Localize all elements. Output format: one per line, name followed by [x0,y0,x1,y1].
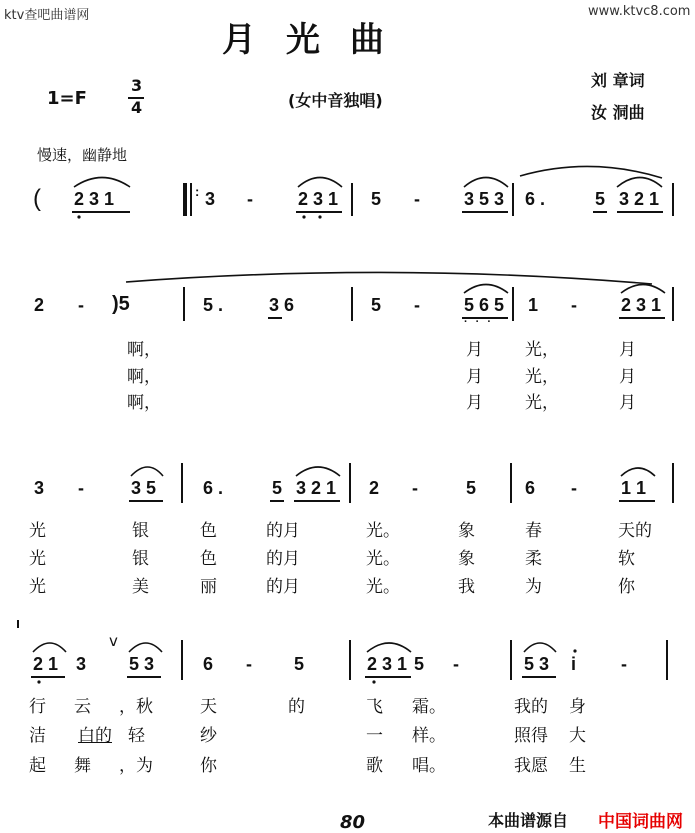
lower-octave-dot [77,215,80,218]
note: 5 [272,478,283,498]
lyric: 洁 [29,726,46,746]
note-group: 3 5 3 [464,189,505,209]
lyric: 生 [569,756,586,776]
note-group: 1 1 [621,478,647,498]
lyric: ，为 [119,756,153,776]
lyric: 轻 [128,726,145,746]
lyric: 为 [525,577,542,597]
lyric: 月 [466,367,483,387]
note: 6 . [203,478,224,498]
slur [296,467,340,476]
time-sig-top: 3 [131,76,143,95]
note-dash: - [78,295,84,315]
lyric: 天的 [618,521,652,541]
lower-octave-dot [37,680,40,683]
composer-credit: 汝 洞曲 [591,103,645,122]
note: )5 [112,293,130,315]
note-paren: ( [33,185,41,212]
lyric: 白的 [78,726,112,746]
lyric: 光。 [366,521,400,541]
lyric: 你 [200,756,217,776]
page-number: 80 [340,812,366,833]
lyric: 天 [200,697,217,717]
time-sig-bottom: 4 [131,98,143,117]
lyric: 色 [200,521,217,541]
key-signature: 1=F [47,88,87,109]
lyric: 云 [74,697,91,717]
slur [524,643,556,652]
note: 6 . [525,189,546,209]
note: 3 [76,654,87,674]
lyric: 月 [619,393,636,413]
lower-octave-dot [302,215,305,218]
lyric: 春 [525,521,542,541]
note: i [571,654,577,674]
note-group: 3 2 1 [296,478,337,498]
lyric: 色 [200,549,217,569]
slur [74,178,130,188]
slur [464,285,508,294]
lyric: 光。 [366,549,400,569]
note-dash: - [247,189,253,209]
lyric: 象 [458,521,475,541]
slur [621,285,665,294]
note: 5 [371,189,382,209]
lower-dots: ··· [464,316,499,328]
note-dash: - [246,654,252,674]
note: 3 [205,189,216,209]
note-group: 5 3 [524,654,550,674]
note: 5 [414,654,425,674]
lyric: 美 [132,577,149,597]
lyric: 的月 [266,549,300,569]
lyric: 象 [458,549,475,569]
lyric: 银 [132,521,149,541]
slur [617,178,662,188]
note: 6 [203,654,214,674]
lyric: 舞 [74,756,91,776]
lyric: 你 [618,577,635,597]
lyric: 光 [29,577,46,597]
upper-octave-dot [573,649,576,652]
lyric: 身 [569,697,586,717]
lyric: 啊， [127,367,161,387]
lyric: 起 [29,756,46,776]
watermark-left: ktv查吧曲谱网 [4,8,90,23]
breath-mark: v [109,632,118,650]
lyricist-credit: 刘 章词 [591,71,645,90]
note-dash: - [621,654,627,674]
lyric: 月 [466,393,483,413]
lyric: 光， [525,367,559,387]
lyric: 软 [618,549,635,569]
note-dash: - [571,295,577,315]
note-group: 2 3 1 [298,189,339,209]
lyric: 我愿 [514,756,548,776]
slur [298,178,342,188]
note: 5 [371,295,382,315]
slur [464,178,508,188]
note-group: 2 1 [33,654,59,674]
lyric: 我 [458,577,475,597]
note: 3 [34,478,45,498]
note: 5 [595,189,606,209]
note: 5 [466,478,477,498]
note-group: 2 3 1 [621,295,662,315]
lower-octave-dot [372,680,375,683]
tempo-marking: 慢速，幽静地 [37,146,128,164]
note-group: 3 6 [269,295,295,315]
lyric: 光 [29,521,46,541]
note-dash: - [412,478,418,498]
note-group: 5 6 5 [464,295,505,315]
lyric: 歌 [366,756,383,776]
note-group: 3 5 [131,478,157,498]
song-title: 月光曲 [222,20,414,60]
note: 2 [34,295,45,315]
note: 5 [294,654,305,674]
slur [520,166,662,178]
note: 5 . [203,295,224,315]
slur [33,643,66,652]
lyric: 霜。 [412,697,446,717]
note: 6 [525,478,536,498]
brand-link[interactable]: 中国词曲网 [598,812,683,832]
slur [126,272,652,284]
slur [621,468,655,476]
lyric: 啊， [127,393,161,413]
lyric: 大 [569,726,586,746]
note-dash: - [571,478,577,498]
lyric: 我的 [514,697,548,717]
note-dash: - [414,189,420,209]
lyric: 样。 [412,726,446,746]
note-group: 5 3 [129,654,155,674]
repeat-dots: : [195,184,200,199]
lyric: 啊， [127,340,161,360]
lyric: 的月 [266,521,300,541]
lyric: 的 [288,697,305,717]
lyric: 照得 [514,726,548,746]
lyric: 一 [366,726,383,746]
lyric: 光。 [366,577,400,597]
lyric: 柔 [525,549,542,569]
lyric: 丽 [200,577,217,597]
lyric: 飞 [366,697,383,717]
lyric: 的月 [266,577,300,597]
note-group: 2 3 1 [74,189,115,209]
note: 1 [528,295,539,315]
lyric: 唱。 [412,756,446,776]
lyric: 月 [619,340,636,360]
lyric: 光 [29,549,46,569]
slur [129,643,162,652]
note-group: 2 3 1 [367,654,408,674]
note-group: 3 2 1 [619,189,660,209]
slur [131,467,163,476]
watermark-right: www.ktvc8.com [588,4,691,19]
lyric: 月 [466,340,483,360]
note-dash: - [453,654,459,674]
source-note: 本曲谱源自 [488,811,569,830]
lyric: 纱 [200,726,217,746]
note-dash: - [414,295,420,315]
lyric: 光， [525,340,559,360]
lower-octave-dot [318,215,321,218]
note-dash: - [78,478,84,498]
lyric: ，秋 [119,697,153,717]
lyric: 月 [619,367,636,387]
note: 2 [369,478,380,498]
lyric: 行 [29,697,46,717]
slur [367,643,411,652]
lyric: 银 [132,549,149,569]
performance-note: (女中音独唱) [288,91,383,110]
lyric: 光， [525,393,559,413]
